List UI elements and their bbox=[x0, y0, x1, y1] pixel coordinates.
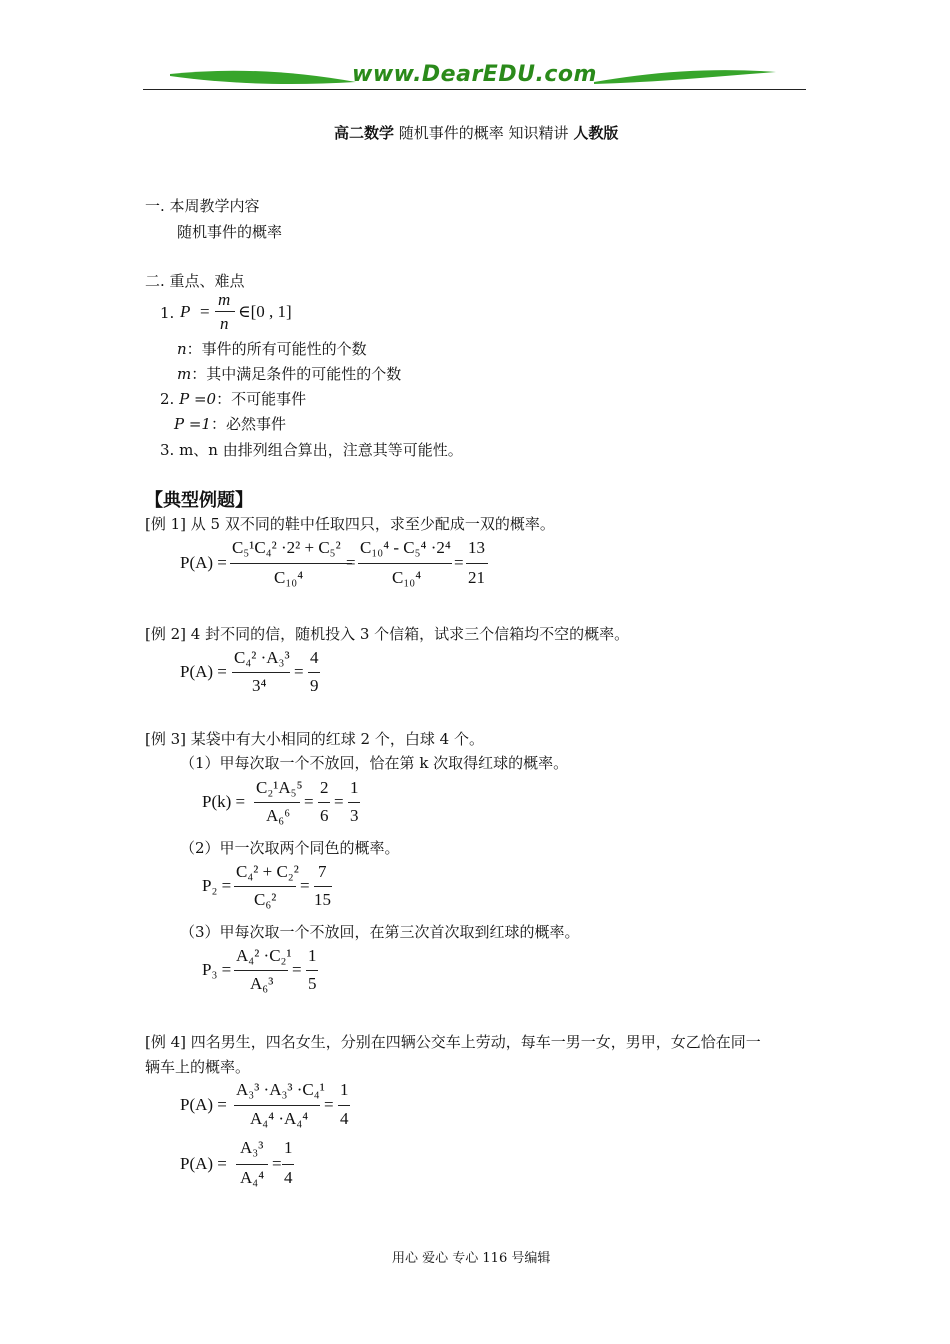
examples-heading: 【典型例题】 bbox=[145, 490, 253, 511]
section1-content: 随机事件的概率 bbox=[177, 223, 283, 241]
ex3-q3-eq2: = bbox=[292, 960, 302, 979]
ex3-q2-f1-num: C₄² + C₂² bbox=[236, 862, 299, 881]
ex3-q2-f2-num: 7 bbox=[318, 862, 327, 881]
ex2-f1-den: 3⁴ bbox=[252, 676, 267, 695]
ex1-f3-bar bbox=[466, 563, 488, 564]
n-definition bbox=[177, 339, 367, 359]
ex3-q1-f2-num: 2 bbox=[320, 778, 329, 797]
ex2-f1-bar bbox=[232, 672, 290, 673]
example3-q1-formula bbox=[202, 776, 402, 832]
ex3-q1-eq2: = bbox=[304, 792, 314, 811]
item1-num: m bbox=[218, 290, 231, 309]
ex4-a-f2-bar bbox=[338, 1105, 350, 1106]
ex4-b-eq2: = bbox=[272, 1154, 282, 1173]
item1-eq: = bbox=[200, 302, 210, 321]
header-rule bbox=[143, 89, 806, 90]
example2-formula bbox=[180, 646, 380, 702]
example3-q2: （2）甲一次取两个同色的概率。 bbox=[180, 839, 400, 857]
ex4-a-lhs: P(A) = bbox=[180, 1095, 227, 1114]
ex4-b-lhs: P(A) = bbox=[180, 1154, 227, 1173]
item2-line2 bbox=[174, 414, 286, 434]
ex3-q3-f1-num: A₄² ·C₂¹ bbox=[236, 946, 292, 965]
ex1-f3-num: 13 bbox=[468, 538, 485, 557]
ex1-f1-den: C₁₀⁴ bbox=[274, 568, 304, 587]
header-swoosh-right bbox=[592, 66, 778, 88]
ex3-q2-f1-den: C₆² bbox=[254, 890, 277, 909]
example3-q2-formula bbox=[202, 860, 402, 916]
ex3-q1-f2-den: 6 bbox=[320, 806, 329, 825]
ex1-f2-den: C₁₀⁴ bbox=[392, 568, 422, 587]
example3-q3: （3）甲每次取一个不放回，在第三次首次取到红球的概率。 bbox=[180, 923, 580, 941]
example3-q1: （1）甲每次取一个不放回，恰在第 k 次取得红球的概率。 bbox=[180, 754, 569, 772]
example4-text-line2: 辆车上的概率。 bbox=[145, 1058, 251, 1076]
ex3-q1-f1-den: A₆⁶ bbox=[266, 806, 291, 825]
ex3-q2-f1-bar bbox=[234, 886, 296, 887]
item1-p: P bbox=[180, 302, 191, 321]
site-logo-text: www.DearEDU.com bbox=[352, 62, 597, 87]
ex4-a-f2-den: 4 bbox=[340, 1109, 349, 1128]
m-definition bbox=[177, 364, 401, 384]
ex3-q1-f3-den: 3 bbox=[350, 806, 359, 825]
ex1-f1-bar bbox=[230, 563, 352, 564]
ex3-q1-f3-bar bbox=[348, 802, 360, 803]
ex1-f2-num: C₁₀⁴ - C₅⁴ ·2⁴ bbox=[360, 538, 451, 557]
ex3-q3-lhs: P₃ = bbox=[202, 960, 232, 979]
ex1-f3-den: 21 bbox=[468, 568, 485, 587]
ex3-q2-f2-bar bbox=[314, 886, 332, 887]
ex2-f2-den: 9 bbox=[310, 676, 319, 695]
ex3-q2-lhs: P₂ = bbox=[202, 876, 232, 895]
ex3-q2-f2-den: 15 bbox=[314, 890, 331, 909]
n-description: ：事件的所有可能性的个数 bbox=[186, 340, 367, 358]
item1-den: n bbox=[220, 314, 229, 333]
title-topic: 随机事件的概率 知识精讲 bbox=[394, 124, 574, 142]
page-title bbox=[334, 122, 618, 143]
item2-p0-desc: ：不可能事件 bbox=[216, 390, 307, 408]
header-swoosh-left bbox=[168, 66, 358, 88]
ex1-f2-bar bbox=[358, 563, 452, 564]
ex3-q1-f2-bar bbox=[318, 802, 330, 803]
ex3-q2-eq2: = bbox=[300, 876, 310, 895]
example3-text: [例 3] 某袋中有大小相同的红球 2 个，白球 4 个。 bbox=[145, 730, 484, 748]
title-subject: 高二数学 bbox=[334, 124, 395, 142]
ex2-lhs: P(A) = bbox=[180, 662, 227, 681]
ex4-a-f1-den: A₄⁴ ·A₄⁴ bbox=[250, 1109, 309, 1128]
ex2-eq2: = bbox=[294, 662, 304, 681]
page-footer: 用心 爱心 专心 116 号编辑 bbox=[392, 1251, 551, 1266]
ex3-q1-f1-bar bbox=[254, 802, 300, 803]
ex2-f2-bar bbox=[308, 672, 320, 673]
n-symbol: n bbox=[177, 340, 187, 358]
ex4-b-f1-bar bbox=[236, 1164, 268, 1165]
ex3-q3-f2-num: 1 bbox=[308, 946, 317, 965]
ex3-q1-f3-num: 1 bbox=[350, 778, 359, 797]
ex3-q3-f2-bar bbox=[306, 970, 318, 971]
item2-p1: P =1 bbox=[174, 415, 211, 433]
ex4-a-f1-bar bbox=[234, 1105, 320, 1106]
example4-formula-a bbox=[180, 1078, 400, 1134]
ex3-q1-lhs: P(k) = bbox=[202, 792, 246, 811]
ex4-b-f1-num: A₃³ bbox=[240, 1138, 264, 1157]
ex1-f1-num: C₅¹C₄² ·2² + C₅² bbox=[232, 538, 341, 557]
ex4-a-eq2: = bbox=[324, 1095, 334, 1114]
ex2-f1-num: C₄² ·A₃³ bbox=[234, 648, 290, 667]
m-symbol: m bbox=[177, 365, 192, 383]
section2-heading: 二. 重点、难点 bbox=[145, 272, 245, 290]
ex4-b-f2-den: 4 bbox=[284, 1168, 293, 1187]
item2-prefix: 2. bbox=[160, 390, 175, 408]
ex3-q3-f1-den: A₆³ bbox=[250, 974, 274, 993]
ex3-q3-f1-bar bbox=[234, 970, 288, 971]
item1-bar bbox=[215, 311, 235, 312]
ex4-b-f2-num: 1 bbox=[284, 1138, 293, 1157]
example4-formula-b bbox=[180, 1136, 380, 1194]
item3: 3. m、n 由排列组合算出，注意其等可能性。 bbox=[160, 441, 463, 459]
example1-text: [例 1] 从 5 双不同的鞋中任取四只，求至少配成一双的概率。 bbox=[145, 515, 555, 533]
item1-prefix: 1. bbox=[160, 304, 175, 322]
ex3-q3-f2-den: 5 bbox=[308, 974, 317, 993]
ex3-q1-f1-num: C₂¹A₅⁵ bbox=[256, 778, 303, 797]
example2-text: [例 2] 4 封不同的信，随机投入 3 个信箱，试求三个信箱均不空的概率。 bbox=[145, 625, 630, 643]
example4-text-line1: [例 4] 四名男生，四名女生，分别在四辆公交车上劳动，每车一男一女，男甲，女乙恰在同一 bbox=[145, 1033, 761, 1051]
ex4-a-f1-num: A₃³ ·A₃³ ·C₄¹ bbox=[236, 1080, 325, 1099]
ex3-q1-eq3: = bbox=[334, 792, 344, 811]
example3-q3-formula bbox=[202, 944, 402, 1000]
ex1-lhs: P(A) = bbox=[180, 553, 227, 572]
item2-p1-desc: ：必然事件 bbox=[210, 415, 286, 433]
item1-tail: ∈[0 , 1] bbox=[238, 302, 292, 321]
item2-line1 bbox=[160, 389, 306, 409]
ex4-b-f2-bar bbox=[282, 1164, 294, 1165]
title-edition: 人教版 bbox=[573, 124, 619, 142]
ex4-b-f1-den: A₄⁴ bbox=[240, 1168, 265, 1187]
ex2-f2-num: 4 bbox=[310, 648, 319, 667]
ex4-a-f2-num: 1 bbox=[340, 1080, 349, 1099]
m-description: ：其中满足条件的可能性的个数 bbox=[191, 365, 402, 383]
formula-p-range bbox=[160, 290, 360, 336]
item2-p0: P =0 bbox=[179, 390, 217, 408]
section1-heading: 一. 本周教学内容 bbox=[145, 197, 260, 215]
ex1-eq2: = bbox=[346, 553, 356, 572]
example1-formula bbox=[180, 536, 500, 596]
ex1-eq3: = bbox=[454, 553, 464, 572]
